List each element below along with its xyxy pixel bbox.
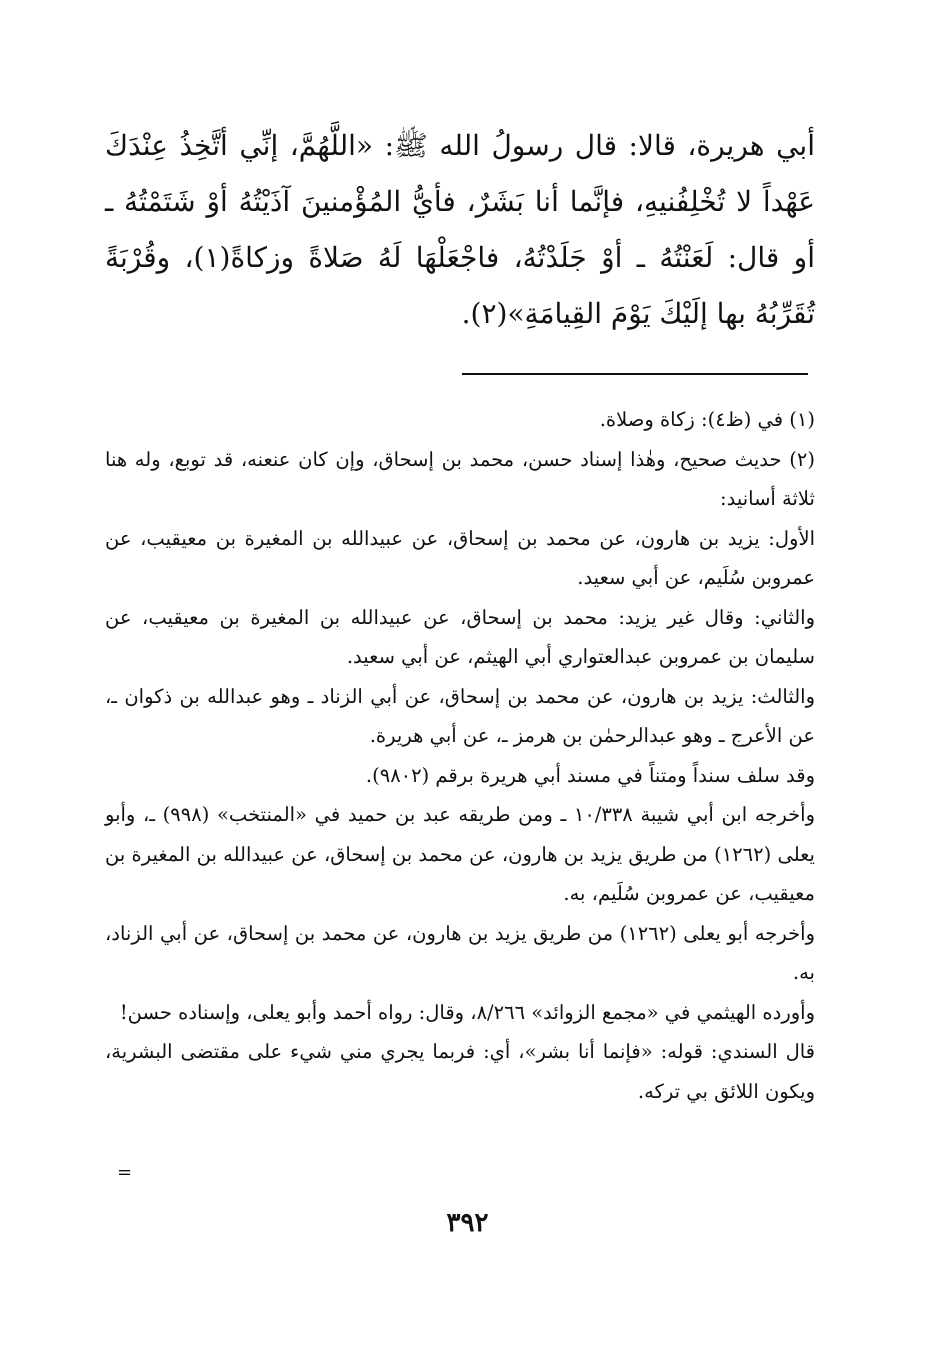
footnote-2-ibn-abi-shaybah: وأخرجه ابن أبي شيبة ١٠/٣٣٨ ـ ومن طريقه عبد بن حميد في «المنتخب» (٩٩٨) ـ، وأبو يعلى (١٢٦٢) من طريق يزيد بن هارون، عن محمد بن إسحاق، عن عبيدالله بن المغيرة بن معيقيب، عن عمروبن سُلَيم، به. bbox=[105, 803, 815, 905]
footnote-2-abu-yala: وأخرجه أبو يعلى (١٢٦٢) من طريق يزيد بن هارون، عن محمد بن إسحاق، عن أبي الزناد، به. bbox=[105, 921, 815, 984]
footnote-2-haythami: وأورده الهيثمي في «مجمع الزوائد» ٨/٢٦٦، وقال: رواه أحمد وأبو يعلى، وإسناده حسن! bbox=[119, 1000, 815, 1024]
footnote-2-previous-reference: وقد سلف سنداً ومتناً في مسند أبي هريرة برقم (٩٨٠٢). bbox=[365, 763, 815, 787]
page-number: ٣٩٢ bbox=[446, 1208, 489, 1238]
footnote-2-third-chain: والثالث: يزيد بن هارون، عن محمد بن إسحاق، عن أبي الزناد ـ وهو عبدالله بن ذكوان ـ، عن الأعرج ـ وهو عبدالرحمٰن بن هرمز ـ، عن أبي هريرة. bbox=[105, 684, 815, 747]
footnotes bbox=[105, 400, 815, 1111]
footnote-2-intro: (٢) حديث صحيح، وهٰذا إسناد حسن، محمد بن إسحاق، وإن كان عنعنه، قد توبع، وله هنا ثلاثة أسانيد: bbox=[105, 447, 815, 510]
footnote-divider bbox=[462, 373, 808, 375]
footnote-continuation-mark: = bbox=[117, 1162, 133, 1183]
footnote-2-first-chain: الأول: يزيد بن هارون، عن محمد بن إسحاق، عن عبيدالله بن المغيرة بن معيقيب، عن عمروبن سُلَيم، عن أبي سعيد. bbox=[105, 526, 815, 589]
main-text bbox=[105, 118, 815, 342]
main-paragraph: أبي هريرة، قالا: قال رسولُ الله ﷺ: «اللَّهُمَّ، إنِّي أتَّخِذُ عِنْدَكَ عَهْداً لا تُخْلِفُنيهِ، فإنَّما أنا بَشَرٌ، فأيُّ المُؤْمنينَ آذَيْتُهُ أوْ شَتَمْتُهُ ـ أو قال: لَعَنْتُهُ ـ أوْ جَلَدْتُهُ، فاجْعَلْهَا لَهُ صَلاةً وزكاةً(١)، وقُرْبَةً تُقَرِّبُهُ بها إلَيْكَ يَوْمَ القِيامَةِ»(٢). bbox=[105, 129, 815, 330]
footnote-2-second-chain: والثاني: وقال غير يزيد: محمد بن إسحاق، عن عبيدالله بن المغيرة بن معيقيب، عن سليمان بن عمروبن عبدالعتواري أبي الهيثم، عن أبي سعيد. bbox=[105, 605, 815, 668]
footnote-2-sindi: قال السندي: قوله: «فإنما أنا بشر»، أي: فربما يجري مني شيء على مقتضى البشرية، ويكون اللائق بي تركه. bbox=[105, 1040, 815, 1103]
footnote-1: (١) في (ظ٤): زكاة وصلاة. bbox=[599, 408, 815, 431]
